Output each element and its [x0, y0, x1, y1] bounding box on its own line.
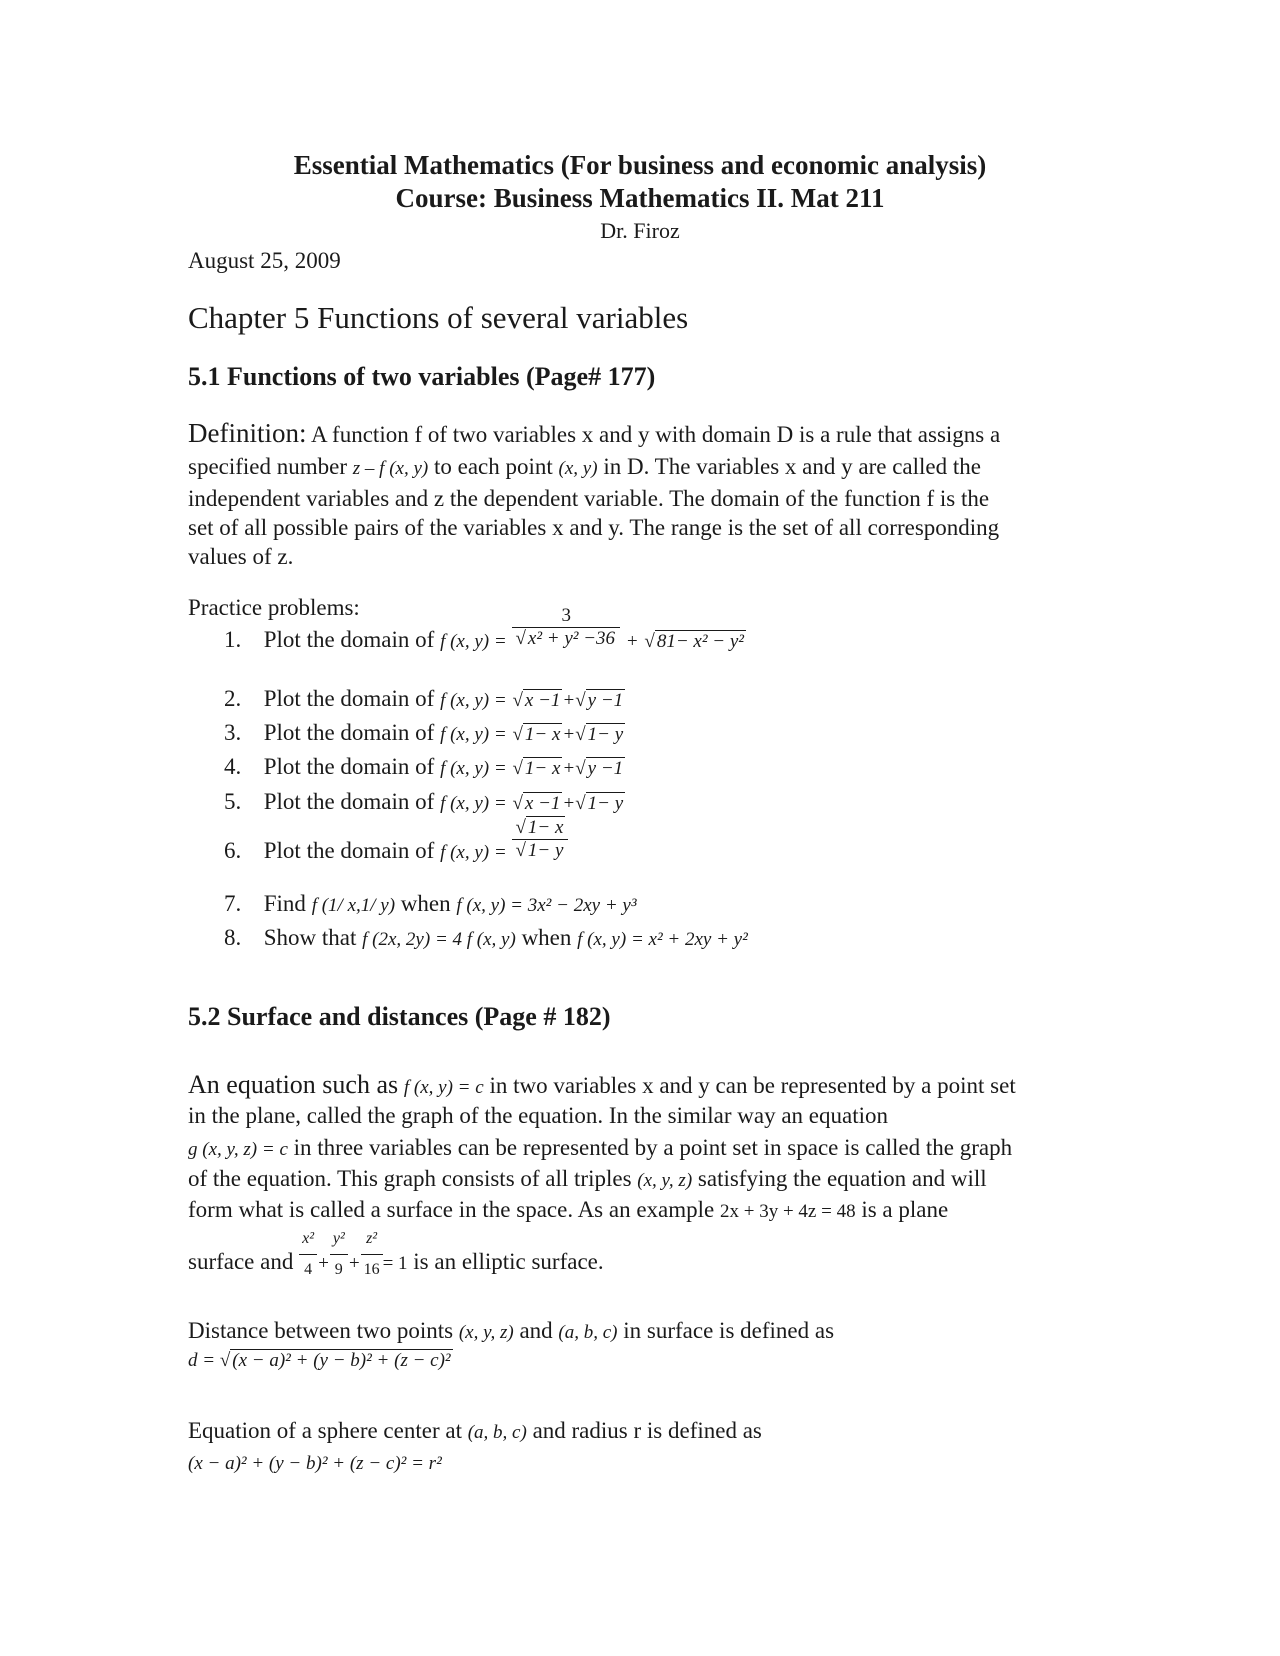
list-item	[224, 720, 625, 746]
fraction-numerator: 3	[561, 605, 571, 627]
sqrt-radicand: (x − a)² + (y − b)² + (z − c)²	[232, 1350, 451, 1371]
item-math: f (x, y) =	[440, 793, 507, 814]
plus-sign: +	[625, 631, 639, 652]
para-text: and radius r is defined as	[532, 1418, 762, 1443]
def-math: z – f (x, y)	[352, 458, 429, 479]
fraction-denominator: 9	[330, 1254, 348, 1285]
para-math: = 1	[382, 1252, 408, 1274]
section-heading-5-1: 5.1 Functions of two variables (Page# 177)	[188, 362, 656, 391]
list-item	[224, 891, 637, 917]
sqrt-radicand: x −1	[524, 793, 561, 814]
item-math: f (x, y) =	[440, 724, 507, 745]
sqrt-term: √ y −1	[575, 690, 624, 711]
fraction-denominator: 16	[361, 1254, 383, 1285]
list-item	[224, 789, 625, 815]
item-math: f (2x, 2y) = 4 f (x, y)	[362, 929, 516, 950]
sqrt-term: √ 1− x	[512, 724, 561, 745]
para-text: form what is called a surface in the space. As an example	[188, 1197, 715, 1222]
item-text: Plot the domain of	[263, 627, 435, 652]
def-text: specified number	[188, 454, 348, 479]
item-text: when	[521, 925, 572, 950]
item-text: when	[400, 891, 451, 916]
para-math: f (x, y) = c	[403, 1077, 484, 1098]
list-item	[224, 754, 625, 780]
paragraph-line	[188, 1133, 1012, 1165]
list-item	[224, 686, 625, 712]
item-text: Plot the domain of	[263, 838, 435, 863]
para-text: Equation of a sphere center at	[188, 1418, 462, 1443]
list-item	[224, 605, 746, 653]
paragraph-line: in the plane, called the graph of the equation. In the similar way an equation	[188, 1103, 888, 1128]
item-number: 8.	[224, 925, 242, 950]
item-math: f (x, y) =	[440, 690, 507, 711]
item-number: 5.	[224, 789, 242, 814]
fraction-denominator: √ x² + y² −36	[512, 627, 620, 650]
sqrt-radicand: 81− x² − y²	[656, 631, 744, 652]
fraction-denominator: 4	[299, 1254, 317, 1285]
sqrt-radicand: 1− y	[527, 840, 564, 862]
title-line-2: Course: Business Mathematics II. Mat 211	[395, 183, 885, 213]
para-math: (x, y, z)	[458, 1322, 514, 1343]
sqrt-radicand: 1− x	[527, 817, 564, 839]
definition-label: Definition:	[188, 418, 307, 448]
distance-formula: d = √ (x − a)² + (y − b)² + (z − c)²	[188, 1350, 451, 1371]
item-math: f (x, y) =	[440, 758, 507, 779]
para-text: of the equation. This graph consists of all triples	[188, 1166, 632, 1191]
item-math: f (1/ x,1/ y)	[311, 895, 396, 916]
item-text: Plot the domain of	[263, 686, 435, 711]
fraction	[512, 605, 620, 650]
section-heading-5-2: 5.2 Surface and distances (Page # 182)	[188, 1002, 611, 1031]
definition-line-5: values of z.	[188, 544, 294, 569]
item-number: 1.	[224, 627, 242, 652]
paragraph-line	[188, 1070, 1016, 1103]
practice-label: Practice problems:	[188, 595, 360, 620]
fraction-numerator: y²	[332, 1230, 345, 1247]
date: August 25, 2009	[188, 248, 341, 273]
list-item	[224, 817, 568, 864]
para-math: (x, y, z)	[637, 1170, 693, 1191]
para-math: 2x + 3y + 4z = 48	[720, 1201, 856, 1222]
item-number: 3.	[224, 720, 242, 745]
fraction-numerator: √ 1− x	[515, 817, 564, 839]
definition-line-1	[188, 418, 1000, 450]
sqrt-radicand: x −1	[524, 690, 561, 711]
sqrt-term: √ x −1	[512, 690, 561, 711]
item-text: Plot the domain of	[263, 754, 435, 779]
sqrt-radicand: y −1	[587, 758, 624, 779]
fraction-denominator: √ 1− y	[512, 839, 568, 862]
paragraph-line	[188, 1416, 762, 1448]
sqrt-term: √ 1− y	[575, 793, 624, 814]
sqrt-radicand: x² + y² −36	[527, 628, 616, 650]
para-math: g (x, y, z) = c	[188, 1139, 288, 1160]
fraction	[299, 1224, 317, 1285]
def-text: to each point	[433, 454, 553, 479]
def-math: (x, y)	[558, 458, 598, 479]
para-text: satisfying the equation and will	[697, 1166, 987, 1191]
sqrt-term: √ 81− x² − y²	[644, 631, 744, 652]
item-number: 2.	[224, 686, 242, 711]
sqrt-term: √ 1− y	[575, 724, 624, 745]
item-math: f (x, y) =	[440, 842, 507, 863]
author: Dr. Firoz	[600, 218, 680, 243]
list-item	[224, 925, 748, 951]
para-text: in two variables x and y can be represented by a point set	[489, 1073, 1016, 1098]
item-number: 4.	[224, 754, 242, 779]
para-text: and	[519, 1318, 553, 1343]
item-number: 7.	[224, 891, 242, 916]
plus-sign: +	[562, 724, 576, 745]
chapter-title: Chapter 5 Functions of several variables	[188, 300, 689, 335]
plus-sign: +	[317, 1252, 330, 1274]
item-text: Show that	[263, 925, 357, 950]
sqrt-radicand: 1− y	[587, 724, 624, 745]
fraction	[361, 1224, 383, 1285]
item-text: Find	[263, 891, 306, 916]
item-text: Plot the domain of	[263, 720, 435, 745]
sqrt-radicand: 1− x	[524, 724, 561, 745]
sqrt-radicand: y −1	[587, 690, 624, 711]
title-line-1: Essential Mathematics (For business and economic analysis)	[293, 150, 987, 180]
item-math: f (x, y) = 3x² − 2xy + y³	[456, 895, 637, 916]
paragraph-line	[188, 1230, 604, 1285]
definition-line-4: set of all possible pairs of the variables x and y. The range is the set of all corresponding	[188, 515, 1000, 540]
item-text: Plot the domain of	[263, 789, 435, 814]
paragraph-line	[188, 1316, 834, 1348]
para-text: is an elliptic surface.	[413, 1248, 604, 1274]
fraction-numerator: z²	[366, 1230, 378, 1247]
formula-lhs: d =	[188, 1350, 216, 1371]
para-text: surface and	[188, 1248, 294, 1274]
item-math: f (x, y) = x² + 2xy + y²	[577, 929, 748, 950]
sqrt-term: √ y −1	[575, 758, 624, 779]
paragraph-line	[188, 1195, 948, 1227]
plus-sign: +	[562, 793, 576, 814]
para-text: in surface is defined as	[623, 1318, 835, 1343]
item-math: f (x, y) =	[440, 631, 507, 652]
plus-sign: +	[562, 690, 576, 711]
sqrt-radicand: 1− x	[524, 758, 561, 779]
def-text: in D. The variables x and y are called the	[603, 454, 981, 479]
definition-line-3: independent variables and z the dependent variable. The domain of the function f is the	[188, 486, 990, 511]
sqrt-term: √ 1− x	[512, 758, 561, 779]
fraction	[330, 1224, 348, 1285]
definition-text-1: A function f of two variables x and y with domain D is a rule that assigns a	[310, 422, 1001, 447]
fraction-numerator: x²	[302, 1230, 315, 1247]
para-math: (a, b, c)	[558, 1322, 618, 1343]
plus-sign: +	[562, 758, 576, 779]
paragraph-line	[188, 1164, 987, 1196]
plus-sign: +	[347, 1252, 361, 1274]
item-number: 6.	[224, 838, 242, 863]
para-math: (a, b, c)	[467, 1422, 527, 1443]
para-text: An equation such as	[188, 1070, 399, 1099]
para-text: Distance between two points	[188, 1318, 454, 1343]
sphere-formula: (x − a)² + (y − b)² + (z − c)² = r²	[188, 1453, 442, 1474]
definition-line-2	[188, 452, 981, 484]
sqrt-term: √ x −1	[512, 793, 561, 814]
sqrt-radicand: 1− y	[587, 793, 624, 814]
para-text: is a plane	[861, 1197, 949, 1222]
fraction	[512, 817, 568, 862]
para-text: in three variables can be represented by a point set in space is called the graph	[293, 1135, 1013, 1160]
